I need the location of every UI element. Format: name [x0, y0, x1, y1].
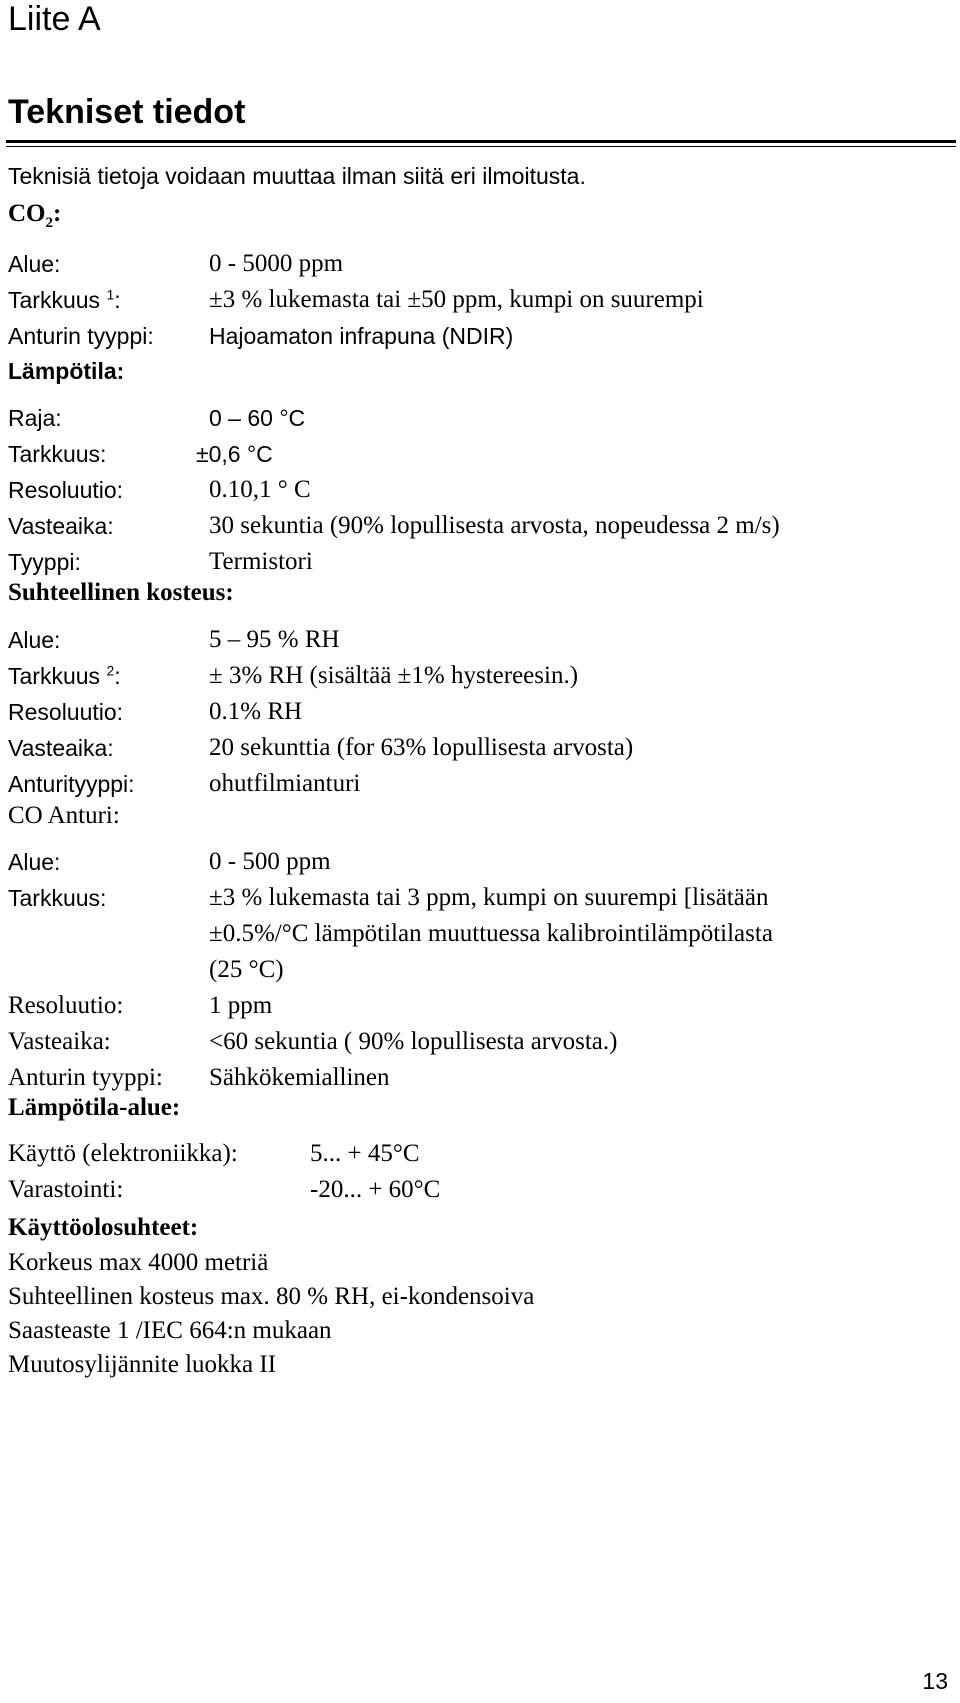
temp-response-value: 30 sekuntia (90% lopullisesta arvosta, nopeudessa 2 m/s) — [209, 512, 780, 539]
humidity-section — [8, 575, 633, 802]
temp-type-value: Termistori — [209, 548, 313, 575]
temp-accuracy-row — [8, 436, 780, 472]
operating-temp-row — [8, 1136, 440, 1172]
co-accuracy-value-1: ±3 % lukemasta tai 3 ppm, kumpi on suurempi [lisätään — [209, 884, 769, 911]
co-accuracy-row — [8, 880, 773, 916]
temp-range-heading: Lämpötila-alue: — [8, 1094, 181, 1121]
co-sensor-value: Sähkökemiallinen — [209, 1064, 390, 1091]
rh-response-label: Vasteaika: — [8, 735, 114, 761]
co-accuracy-label: Tarkkuus: — [8, 885, 107, 911]
humidity-heading: Suhteellinen kosteus: — [8, 579, 234, 606]
page-title: Tekniset tiedot — [8, 93, 246, 131]
co2-sensor-value: Hajoamaton infrapuna (NDIR) — [209, 323, 514, 349]
temperature-heading: Lämpötila: — [8, 358, 125, 384]
co-range-value: 0 - 500 ppm — [209, 848, 331, 875]
co2-range-value: 0 - 5000 ppm — [209, 250, 344, 277]
co-resolution-value: 1 ppm — [209, 992, 273, 1019]
rh-accuracy-label: Tarkkuus $^2$: — [8, 662, 121, 689]
conditions-line-overvoltage: Muutosylijännite luokka II — [8, 1351, 277, 1378]
rh-resolution-label: Resoluutio: — [8, 699, 124, 725]
temp-range-value: 0 – 60 °C — [209, 405, 306, 431]
temp-resolution-value: 0.10,1 ° C — [209, 476, 311, 503]
co-range-label: Alue: — [8, 849, 61, 875]
co-sensor-label: Anturin tyyppi: — [8, 1064, 163, 1091]
conditions-line-altitude: Korkeus max 4000 metriä — [8, 1249, 269, 1276]
rh-response-row — [8, 730, 633, 766]
rh-response-value: 20 sekunttia (for 63% lopullisesta arvosta) — [209, 734, 634, 761]
operating-temp-label: Käyttö (elektroniikka): — [8, 1140, 238, 1167]
co2-accuracy-value: ±3 % lukemasta tai ±50 ppm, kumpi on suurempi — [209, 286, 704, 313]
temp-resolution-label: Resoluutio: — [8, 477, 124, 503]
co-resolution-label: Resoluutio: — [8, 992, 124, 1019]
rh-range-label: Alue: — [8, 627, 61, 653]
co2-accuracy-label: Tarkkuus $^1$: — [8, 286, 121, 313]
co-response-value: <60 sekuntia ( 90% lopullisesta arvosta.) — [209, 1028, 618, 1055]
storage-temp-label: Varastointi: — [8, 1176, 124, 1203]
temp-range-row — [8, 400, 780, 436]
temp-response-row — [8, 508, 780, 544]
conditions-heading: Käyttöolosuhteet: — [8, 1214, 199, 1241]
storage-temp-row — [8, 1172, 440, 1208]
co2-sensor-label: Anturin tyyppi: — [8, 323, 154, 349]
co-response-row — [8, 1024, 773, 1060]
conditions-section — [8, 1210, 534, 1382]
rh-accuracy-value: ± 3% RH (sisältää ±1% hystereesin.) — [209, 662, 579, 689]
co-response-label: Vasteaika: — [8, 1028, 111, 1055]
co-resolution-row — [8, 988, 773, 1024]
temp-resolution-row — [8, 472, 780, 508]
conditions-line-humidity: Suhteellinen kosteus max. 80 % RH, ei-kondensoiva — [8, 1283, 535, 1310]
temperature-section — [8, 353, 780, 580]
co-accuracy-value-2: ±0.5%/°C lämpötilan muuttuessa kalibrointilämpötilasta — [209, 920, 773, 947]
rh-sensor-value: ohutfilmianturi — [209, 770, 361, 797]
rh-resolution-value: 0.1% RH — [209, 698, 303, 725]
title-divider — [6, 140, 956, 147]
temp-response-label: Vasteaika: — [8, 513, 114, 539]
co-range-row — [8, 844, 773, 880]
co-heading: CO Anturi: — [8, 802, 120, 829]
rh-accuracy-row — [8, 658, 633, 694]
co2-sensor-row — [8, 318, 704, 354]
storage-temp-value: -20... + 60°C — [310, 1176, 441, 1203]
page-number: 13 — [922, 1668, 948, 1694]
co2-section — [8, 196, 704, 354]
operating-temp-value: 5... + 45°C — [310, 1140, 420, 1167]
temp-type-label: Tyyppi: — [8, 549, 81, 575]
conditions-line-pollution: Saasteaste 1 /IEC 664:n mukaan — [8, 1317, 332, 1344]
rh-range-row — [8, 622, 633, 658]
co2-heading: $CO_2$: — [8, 200, 62, 231]
rh-resolution-row — [8, 694, 633, 730]
temp-range-label: Raja: — [8, 405, 62, 431]
intro-text: Teknisiä tietoja voidaan muuttaa ilman siitä eri ilmoitusta. — [8, 163, 586, 189]
rh-sensor-label: Anturityyppi: — [8, 771, 135, 797]
co-section — [8, 798, 773, 1096]
temp-range-section — [8, 1090, 440, 1208]
temp-accuracy-value: ±0,6 °C — [196, 441, 273, 467]
co2-range-row — [8, 246, 704, 282]
appendix-label: Liite A — [8, 0, 101, 38]
temp-accuracy-label: Tarkkuus: — [8, 441, 107, 467]
rh-sensor-row — [8, 766, 633, 802]
co2-accuracy-row — [8, 282, 704, 318]
rh-range-value: 5 – 95 % RH — [209, 626, 340, 653]
co-accuracy-value-3: (25 °C) — [209, 956, 284, 983]
co2-range-label: Alue: — [8, 251, 61, 277]
